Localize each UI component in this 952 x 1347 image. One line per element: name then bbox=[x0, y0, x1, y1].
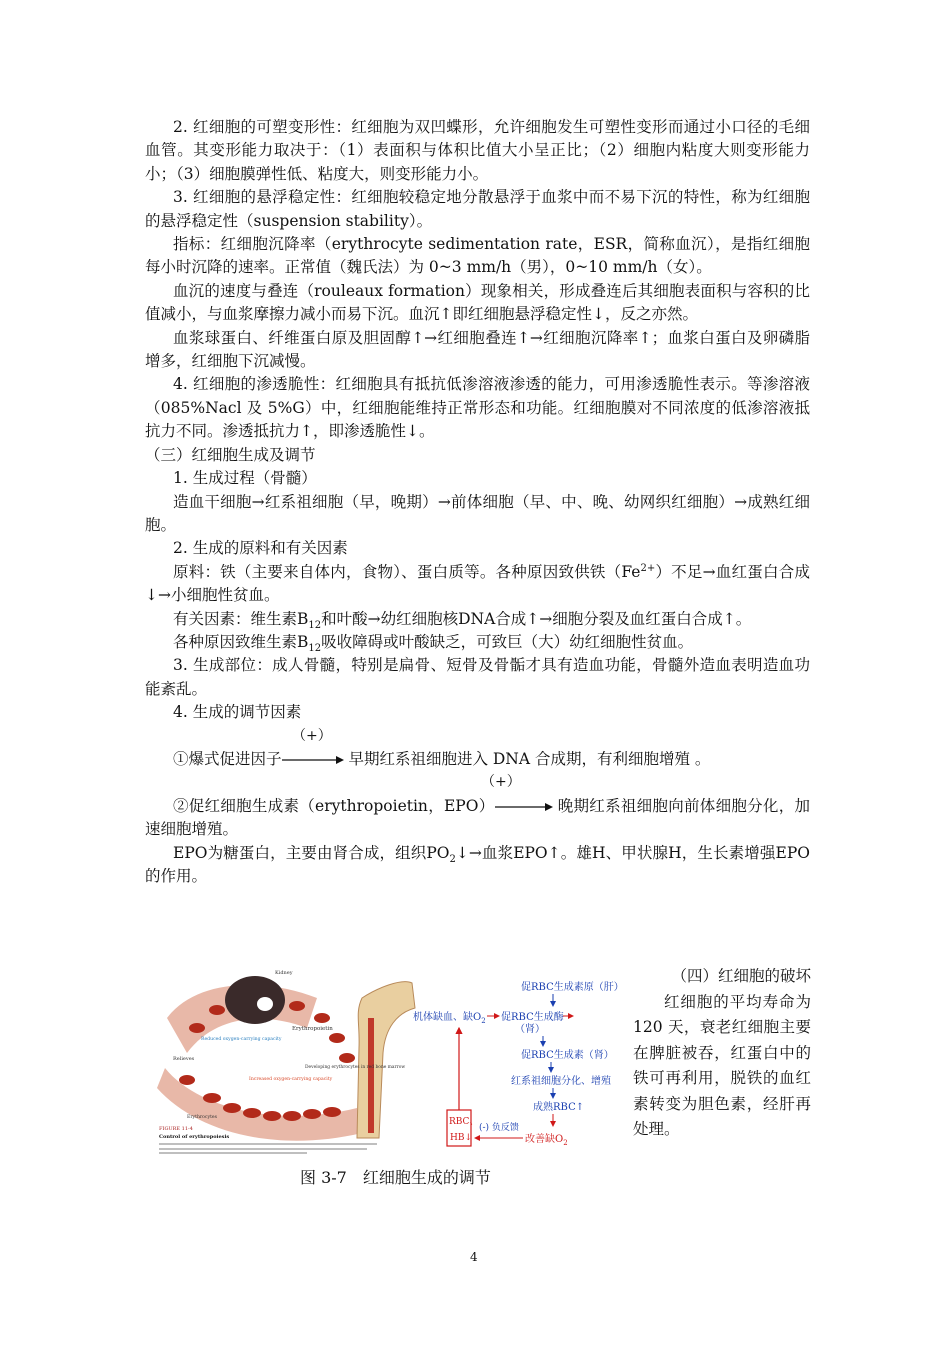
paragraph-site: 3. 生成部位：成人骨髓，特别是扁骨、短骨及骨骺才具有造血功能，骨髓外造血表明造血功能紊乱。 bbox=[145, 656, 810, 698]
bfa-text: ①爆式促进因子 bbox=[173, 749, 282, 768]
flow-mature-rbc: 成熟RBC↑ bbox=[533, 1102, 585, 1113]
label-relieves: Relieves bbox=[173, 1056, 195, 1062]
bfa-effect: 早期红系祖细胞进入 DNA 合成期，有利细胞增殖 。 bbox=[348, 749, 711, 768]
figure-caption: 图 3-7 红细胞生成的调节 bbox=[300, 1168, 491, 1187]
paragraph-plasma-proteins: 血浆球蛋白、纤维蛋白原及胆固醇↑→红细胞叠连↑→红细胞沉降率↑；血浆白蛋白及卵磷脂增多，红细胞下沉减慢。 bbox=[145, 328, 810, 371]
paragraph-deformability: 2. 红细胞的可塑变形性：红细胞为双凹蝶形，允许细胞发生可塑性变形而通过小口径的毛细血管。其变形能力取决于：（1）表面积与体积比值大小呈正比；（2）细胞内粘度大则变形能力小；（3）细胞膜弹性低、粘度大，则变形能力小。 bbox=[145, 118, 810, 183]
paragraph-suspension-stability: 3. 红细胞的悬浮稳定性：红细胞较稳定地分散悬浮于血浆中而不易下沉的特性，称为红细胞的悬浮稳定性（suspension stability）。 bbox=[145, 188, 810, 230]
flow-progenitor-differentiation: 红系祖细胞分化、增殖 bbox=[511, 1076, 611, 1087]
label-figure-title: Control of erythropoiesis bbox=[159, 1134, 230, 1140]
regulation-epo bbox=[145, 795, 810, 842]
paragraph-esr: 指标：红细胞沉降率（erythrocyte sedimentation rate，ESR，简称血沉），是指红细胞每小时沉降的速率。正常值（魏氏法）为 0~3 mm/h（男），0~10 mm/h（女）。 bbox=[145, 235, 810, 277]
subheading-regulation: 4. 生成的调节因素 bbox=[173, 703, 302, 722]
iron-charge: 2+ bbox=[640, 562, 656, 574]
mega-sub: 12 bbox=[308, 643, 322, 655]
plus-row-2 bbox=[145, 771, 810, 794]
b12-text-a: 有关因素：维生素B bbox=[173, 609, 309, 628]
paragraph-b12-folate bbox=[145, 608, 810, 631]
plus-row-1 bbox=[145, 725, 810, 748]
flow-epo-precursor: 促RBC生成素原（肝） bbox=[521, 982, 624, 993]
subheading-process: 1. 生成过程（骨髓） bbox=[173, 469, 317, 488]
flow-hb-label: HB↓ bbox=[450, 1133, 473, 1143]
flow-improve-hypoxia: 改善缺$O_2$ bbox=[525, 1134, 568, 1147]
flow-renal-erythrogenin: 促RBC生成酶 bbox=[501, 1012, 564, 1023]
flow-renal-label: （肾） bbox=[515, 1024, 545, 1035]
flow-epo-kidney: 促RBC生成素（肾） bbox=[521, 1050, 614, 1061]
paragraph-megaloblastic bbox=[145, 631, 810, 654]
label-developing: Developing erythrocytes in red bone marrow bbox=[305, 1065, 406, 1070]
po2-sub: 2 bbox=[449, 853, 456, 865]
flow-negative-feedback: (-) 负反馈 bbox=[479, 1123, 519, 1133]
mega-text-b: 吸收障碍或叶酸缺乏，可致巨（大）幼红细胞性贫血。 bbox=[321, 632, 694, 651]
figure-rbc-regulation bbox=[145, 958, 810, 1158]
rbc-destruction-sidebar bbox=[633, 964, 811, 1143]
label-figure-number: FIGURE 11-4 bbox=[159, 1126, 193, 1132]
epo-text: ②促红细胞生成素（erythropoietin，EPO） bbox=[173, 796, 495, 815]
b12-text-b: 和叶酸→幼红细胞核DNA合成↑→细胞分裂及血红蛋白合成↑。 bbox=[321, 609, 752, 628]
erythropoiesis-illustration bbox=[157, 958, 419, 1154]
epo-g-a: EPO为糖蛋白，主要由肾合成，组织PO bbox=[173, 843, 450, 862]
rbc-destruction-body: 红细胞的平均寿命为 120 天，衰老红细胞主要在脾脏被吞，红蛋白中的铁可再利用，脱铁的血红素转变为胆色素，经肝再处理。 bbox=[633, 992, 811, 1138]
paragraph-process: 造血干细胞→红系祖细胞（早，晚期）→前体细胞（早、中、晚、幼网织红细胞）→成熟红细胞。 bbox=[145, 492, 810, 534]
body-text bbox=[145, 116, 810, 888]
iron-text-a: 原料：铁（主要来自体内，食物）、蛋白质等。各种原因致供铁（Fe bbox=[173, 562, 641, 581]
label-erythrocytes: Erythrocytes bbox=[187, 1115, 218, 1120]
subheading-materials: 2. 生成的原料和有关因素 bbox=[173, 539, 348, 558]
paragraph-rouleaux: 血沉的速度与叠连（rouleaux formation）现象相关，形成叠连后其细胞表面积与容积的比值减小，与血浆摩擦力减小而易下沉。血沉↑即红细胞悬浮稳定性↓，反之亦然。 bbox=[145, 281, 810, 324]
paragraph-iron bbox=[145, 561, 810, 608]
label-increased-o2: Increased oxygen-carrying capacity bbox=[249, 1077, 333, 1082]
label-erythropoietin: Erythropoietin bbox=[292, 1026, 333, 1032]
paragraph-osmotic-fragility: 4. 红细胞的渗透脆性：红细胞具有抵抗低渗溶液渗透的能力，可用渗透脆性表示。等渗溶液（085%Nacl 及 5%G）中，红细胞能维持正常形态和功能。红细胞膜对不同浓度的低渗溶液抵抗力不同。渗透抵抗力↑，即渗透脆性↓。 bbox=[145, 375, 810, 441]
plus-label-1: （+） bbox=[292, 727, 332, 744]
label-reduced-o2: Reduced oxygen-carrying capacity bbox=[201, 1037, 282, 1042]
page-number: 4 bbox=[470, 1250, 478, 1264]
b12-sub: 12 bbox=[308, 619, 322, 631]
mega-text-a: 各种原因致维生素B bbox=[173, 632, 309, 651]
flow-rbc-label: RBC、 bbox=[449, 1117, 479, 1127]
section-heading-rbc-production: （三）红细胞生成及调节 bbox=[145, 445, 316, 464]
epo-g-b: ↓→血浆EPO↑。雄H、甲状腺H，生长素增强EPO的作用。 bbox=[145, 843, 810, 885]
rbc-destruction-heading: （四）红细胞的破坏 bbox=[671, 967, 811, 985]
flow-hypoxia: 机体缺血、缺$O_2$ bbox=[413, 1012, 486, 1025]
label-kidney: Kidney bbox=[275, 970, 293, 976]
regulation-bfa bbox=[145, 748, 810, 771]
arrow-icon bbox=[282, 754, 344, 766]
erythropoiesis-flowchart bbox=[413, 970, 625, 1155]
paragraph-epo-glycoprotein bbox=[145, 842, 810, 889]
arrow-icon bbox=[495, 801, 553, 813]
iron-text-b: ）不足→血红蛋白合成↓→小细胞性贫血。 bbox=[145, 562, 810, 605]
plus-label-2: （+） bbox=[481, 774, 521, 791]
epo-effect: 晚期红系祖细胞向前体细胞分化，加速细胞增殖。 bbox=[145, 796, 810, 839]
